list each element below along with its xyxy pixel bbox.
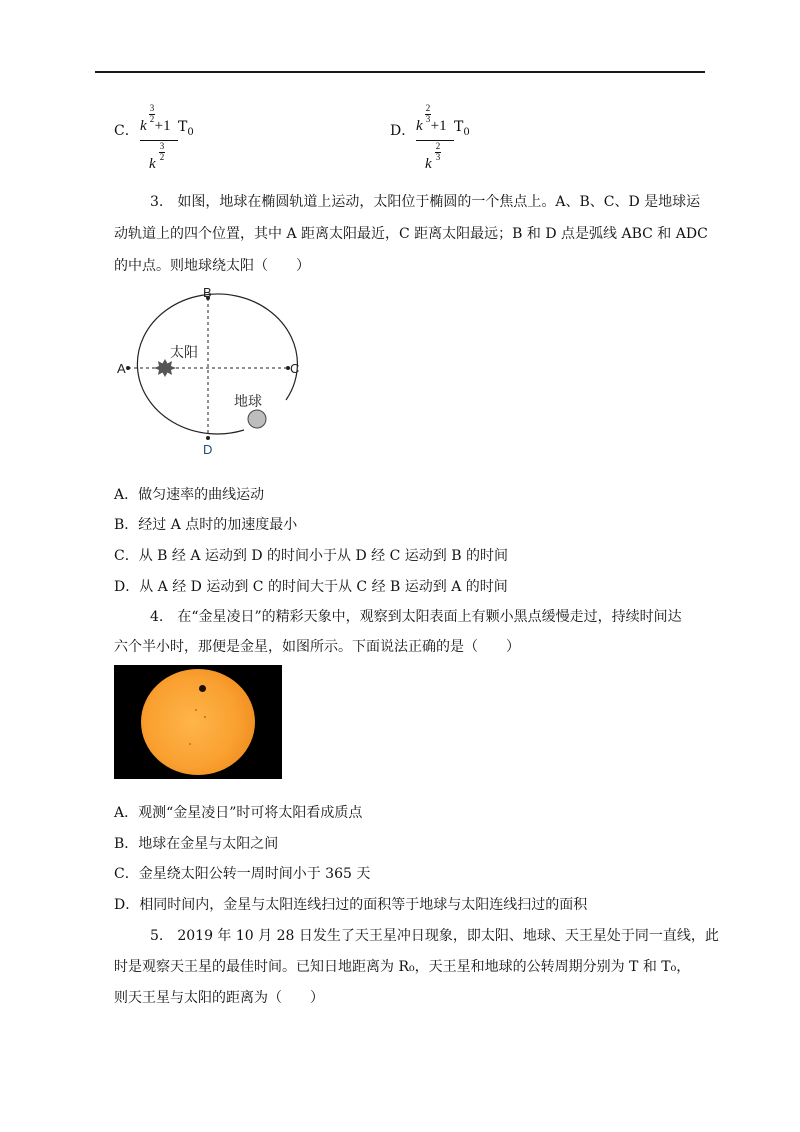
option-d-period — [454, 119, 470, 138]
option-c-exp-bot-den: 2 — [159, 152, 165, 162]
venus-dot — [199, 685, 206, 692]
option-d-numerator — [416, 118, 447, 135]
q4-option-a: A．观测“金星凌日”时可将太阳看成质点 — [114, 805, 363, 821]
option-d-exp-bot-num: 2 — [435, 141, 441, 151]
option-d-denominator — [425, 156, 432, 173]
q3-option-b: B．经过 A 点时的加速度最小 — [114, 517, 298, 533]
q4-option-d: D．相同时间内，金星与太阳连线扫过的面积等于地球与太阳连线扫过的面积 — [114, 897, 588, 913]
option-d-exp-top-den: 3 — [425, 114, 431, 124]
q3-option-a: A．做匀速率的曲线运动 — [114, 487, 265, 503]
earth-label: 地球 — [234, 394, 262, 410]
q3-option-c: C．从 B 经 A 运动到 D 的时间小于从 D 经 C 运动到 B 的时间 — [114, 548, 508, 564]
option-d-exp-bot-den: 3 — [435, 152, 441, 162]
option-d-exp-top-num: 2 — [425, 103, 431, 113]
option-d-t-sub: 0 — [463, 126, 470, 138]
q3-stem-line-1: 3. 如图，地球在椭圆轨道上运动，太阳位于椭圆的一个焦点上。A、B、C、D 是地球运 — [150, 194, 701, 210]
option-d-fraction-bar — [416, 140, 454, 141]
option-c-den-k: k — [149, 156, 156, 172]
option-c-plus: +1 — [154, 118, 171, 134]
option-c-exp-bot-num: 3 — [159, 141, 165, 151]
q5-stem-line-1: 5. 2019 年 10 月 28 日发生了天王星冲日现象，即太阳、地球、天王星处于同一直线，此 — [150, 928, 719, 944]
q3-option-d: D．从 A 经 D 运动到 C 的时间大于从 C 经 B 运动到 A 的时间 — [114, 579, 508, 595]
q3-stem-line-2: 动轨道上的四个位置，其中 A 距离太阳最近，C 距离太阳最远；B 和 D 点是弧线 ABC 和 ADC — [114, 226, 708, 242]
sunspot — [195, 709, 197, 711]
option-c-t-sub: 0 — [187, 126, 194, 138]
q4-stem-line-1: 4. 在“金星凌日”的精彩天象中，观察到太阳表面上有颗小黑点缓慢走过，持续时间达 — [150, 609, 682, 625]
sunspot — [189, 743, 191, 745]
option-c-denominator — [149, 156, 156, 173]
point-a-dot — [126, 366, 130, 370]
venus-transit-photo — [114, 665, 282, 779]
label-c: C — [290, 361, 300, 376]
q4-option-b: B．地球在金星与太阳之间 — [114, 836, 279, 852]
sun-label: 太阳 — [170, 345, 198, 361]
label-a: A — [117, 361, 126, 376]
option-d-den-k: k — [425, 156, 432, 172]
option-c-exp-top-den: 2 — [149, 114, 155, 124]
option-c-exp-top-num: 3 — [149, 103, 155, 113]
option-c-k: k — [140, 118, 147, 134]
point-d-dot — [206, 436, 210, 440]
earth-icon — [248, 410, 266, 428]
option-c-fraction-bar — [140, 140, 178, 141]
header-rule — [95, 71, 705, 73]
option-c-label: C． — [114, 123, 139, 139]
sun-disc — [141, 669, 255, 775]
q5-stem-line-2: 时是观察天王星的最佳时间。已知日地距离为 R₀，天王星和地球的公转周期分别为 T 和 T₀， — [114, 959, 691, 975]
sun-icon — [154, 359, 176, 377]
orbit-diagram — [110, 282, 310, 457]
q4-option-c: C．金星绕太阳公转一周时间小于 365 天 — [114, 866, 371, 882]
option-c-period — [178, 119, 194, 138]
option-c-t: T — [178, 119, 188, 135]
option-d-label: D． — [390, 123, 416, 139]
label-b: B — [203, 285, 212, 300]
option-d-k: k — [416, 118, 423, 134]
option-d-plus: +1 — [430, 118, 447, 134]
option-c-numerator — [140, 118, 171, 135]
q4-stem-line-2: 六个半小时，那便是金星，如图所示。下面说法正确的是（ ） — [114, 639, 520, 655]
sunspot — [204, 716, 206, 718]
option-d-t: T — [454, 119, 464, 135]
q3-stem-line-3: 的中点。则地球绕太阳（ ） — [114, 258, 310, 274]
label-d: D — [203, 442, 213, 457]
q5-stem-line-3: 则天王星与太阳的距离为（ ） — [114, 990, 324, 1006]
